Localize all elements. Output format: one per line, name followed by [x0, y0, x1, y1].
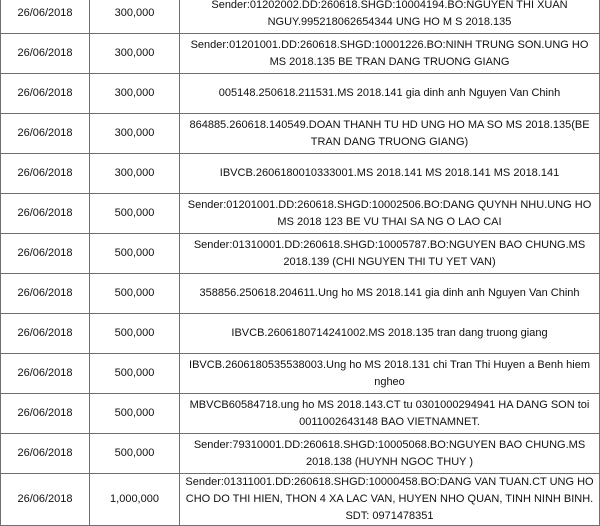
table-row: [1, 314, 600, 354]
amount-cell: 300,000: [90, 114, 180, 154]
table-row: [1, 34, 600, 74]
date-cell: 26/06/2018: [1, 34, 90, 74]
table-row: [1, 394, 600, 434]
table-row: [1, 234, 600, 274]
amount-cell: 500,000: [90, 234, 180, 274]
amount-cell: 300,000: [90, 154, 180, 194]
amount-cell: 500,000: [90, 274, 180, 314]
amount-cell: 500,000: [90, 354, 180, 394]
table-row: [1, 274, 600, 314]
amount-cell: 500,000: [90, 194, 180, 234]
amount-cell: 500,000: [90, 394, 180, 434]
amount-cell: 1,000,000: [90, 474, 180, 526]
description-cell: IBVCB.2606180535538003.Ung ho MS 2018.131 chi Tran Thi Huyen a Benh hiem ngheo: [180, 354, 600, 394]
table-row: [1, 0, 600, 34]
date-cell: 26/06/2018: [1, 234, 90, 274]
date-cell: 26/06/2018: [1, 314, 90, 354]
table-row: [1, 434, 600, 474]
date-cell: 26/06/2018: [1, 434, 90, 474]
date-cell: 26/06/2018: [1, 0, 90, 34]
table-row: [1, 114, 600, 154]
description-cell: IBVCB.2606180010333001.MS 2018.141 MS 2018.141 MS 2018.141: [180, 154, 600, 194]
amount-cell: 300,000: [90, 0, 180, 34]
description-cell: MBVCB60584718.ung ho MS 2018.143.CT tu 0301000294941 HA DANG SON toi 0011002643148 BAO VIETNAMNET.: [180, 394, 600, 434]
description-cell: Sender:79310001.DD:260618.SHGD:10005068.BO:NGUYEN BAO CHUNG.MS 2018.138 (HUYNH NGOC THUY ): [180, 434, 600, 474]
description-cell: Sender:01310001.DD:260618.SHGD:10005787.BO:NGUYEN BAO CHUNG.MS 2018.139 (CHI NGUYEN THI TU YET VAN): [180, 234, 600, 274]
description-cell: 864885.260618.140549.DOAN THANH TU HD UNG HO MA SO MS 2018.135(BE TRAN DANG TRUONG GIANG): [180, 114, 600, 154]
table-row: [1, 74, 600, 114]
table-row: [1, 354, 600, 394]
description-cell: Sender:01201001.DD:260618.SHGD:10002506.BO:DANG QUYNH NHU.UNG HO MS 2018 123 BE VU THAI SA NG O LAO CAI: [180, 194, 600, 234]
date-cell: 26/06/2018: [1, 114, 90, 154]
table-row: [1, 474, 600, 526]
description-cell: 358856.250618.204611.Ung ho MS 2018.141 gia dinh anh Nguyen Van Chinh: [180, 274, 600, 314]
date-cell: 26/06/2018: [1, 154, 90, 194]
amount-cell: 300,000: [90, 74, 180, 114]
amount-cell: 500,000: [90, 434, 180, 474]
date-cell: 26/06/2018: [1, 74, 90, 114]
amount-cell: 500,000: [90, 314, 180, 354]
description-cell: IBVCB.2606180714241002.MS 2018.135 tran dang truong giang: [180, 314, 600, 354]
table-row: [1, 154, 600, 194]
date-cell: 26/06/2018: [1, 274, 90, 314]
description-cell: Sender:01202002.DD:260618.SHGD:10004194.BO:NGUYEN THI XUAN NGUY.995218062654344 UNG HO M S 2018.135: [180, 0, 600, 34]
description-cell: Sender:01201001.DD:260618.SHGD:10001226.BO:NINH TRUNG SON.UNG HO MS 2018.135 BE TRAN DANG TRUONG GIANG: [180, 34, 600, 74]
description-cell: Sender:01311001.DD:260618.SHGD:10000458.BO:DANG VAN TUAN.CT UNG HO CHO DO THI HIEN, THON 4 XA LAC VAN, HUYEN NHO QUAN, TINH NINH BINH. SDT: 0971478351: [180, 474, 600, 526]
date-cell: 26/06/2018: [1, 474, 90, 526]
table-row: [1, 194, 600, 234]
description-cell: 005148.250618.211531.MS 2018.141 gia dinh anh Nguyen Van Chinh: [180, 74, 600, 114]
date-cell: 26/06/2018: [1, 394, 90, 434]
ledger-body: [1, 0, 600, 526]
date-cell: 26/06/2018: [1, 354, 90, 394]
date-cell: 26/06/2018: [1, 194, 90, 234]
amount-cell: 300,000: [90, 34, 180, 74]
